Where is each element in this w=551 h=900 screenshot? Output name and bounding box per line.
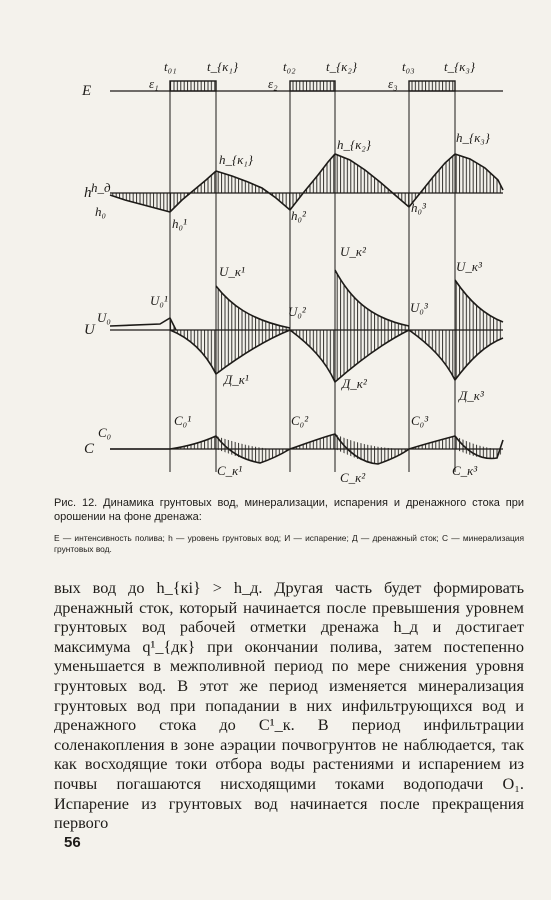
label-hd: h_д <box>91 180 111 195</box>
label-uk-3: U_к³ <box>456 259 482 274</box>
label-eps3: ε₃ <box>388 76 398 91</box>
label-u: U <box>84 322 95 338</box>
label-dk-3: Д_к³ <box>459 388 484 403</box>
label-tk1: t_{к₁} <box>207 59 239 74</box>
label-h0: h₀ <box>95 204 107 219</box>
label-t01: t₀₁ <box>164 59 177 74</box>
label-c: C <box>84 441 95 457</box>
label-hk1: h_{к₁} <box>219 152 253 167</box>
figure-legend: E — интенсивность полива; h — уровень грунтовых вод; И — испарение; Д — дренажный сток; C — минерализация грунтовых вод. <box>54 533 524 554</box>
label-u0: U₀ <box>97 310 111 325</box>
label-t02: t₀₂ <box>283 59 296 74</box>
label-tk3: t_{к₃} <box>444 59 476 74</box>
label-ck-3: C_к³ <box>452 463 478 478</box>
label-dk-1: Д_к¹ <box>224 372 249 387</box>
label-hk3: h_{к₃} <box>456 130 490 145</box>
label-c0-3: C₀³ <box>411 413 429 428</box>
label-h0-2: h₀² <box>291 208 306 223</box>
label-c0: C₀ <box>98 425 112 440</box>
label-h0-1: h₀¹ <box>172 216 187 231</box>
row-c <box>110 434 503 464</box>
body-text: вых вод до h_{кi} > h_д. Другая часть будет формировать дренажный сток, который начинается после превышения уровнем грунтовых вод рабочей отметки дренажа h_д и достигает максимума q¹_{дк} при окончании полива, затем постепенно уменьшается в межполивной период по мере снижения уровня грунтовых вод. В этот же период изменяется минерализация грунтовых вод при попадании в них инфильтрующихся вод и дренажного стока до C¹_к. В период инфильтрации соленакопления в зоне аэрации почвогрунтов не наблюдается, так как восходящие токи отбора воды растениями и испарением из почвы погашаются нисходящими токами водоподачи O₁. Испарение из грунтовых вод начинается после прекращения первого <box>54 578 524 833</box>
label-eps2: ε₂ <box>268 76 278 91</box>
figure-caption: Рис. 12. Динамика грунтовых вод, минерализации, испарения и дренажного стока при орошении на фоне дренажа: <box>54 497 524 523</box>
label-c0-1: C₀¹ <box>174 413 192 428</box>
label-u0-2: U₀² <box>288 304 306 319</box>
label-ck-2: C_к² <box>340 470 366 485</box>
row-e <box>110 81 503 91</box>
label-uk-1: U_к¹ <box>219 264 245 279</box>
label-dk-2: Д_к² <box>342 376 367 391</box>
label-hk2: h_{к₂} <box>337 137 371 152</box>
label-uk-2: U_к² <box>340 244 366 259</box>
label-h: h <box>84 185 92 201</box>
label-eps1: ε₁ <box>149 76 159 91</box>
label-h0-3: h₀³ <box>411 200 426 215</box>
row-u <box>110 270 503 382</box>
label-e: E <box>82 83 92 99</box>
label-ck-1: C_к¹ <box>217 463 243 478</box>
label-u0-1: U₀¹ <box>150 293 168 308</box>
figure-labels <box>81 59 491 485</box>
label-tk2: t_{к₂} <box>326 59 358 74</box>
label-c0-2: C₀² <box>291 413 309 428</box>
page-number: 56 <box>64 834 81 851</box>
row-h <box>110 154 503 212</box>
label-u0-3: U₀³ <box>410 300 428 315</box>
label-t03: t₀₃ <box>402 59 415 74</box>
